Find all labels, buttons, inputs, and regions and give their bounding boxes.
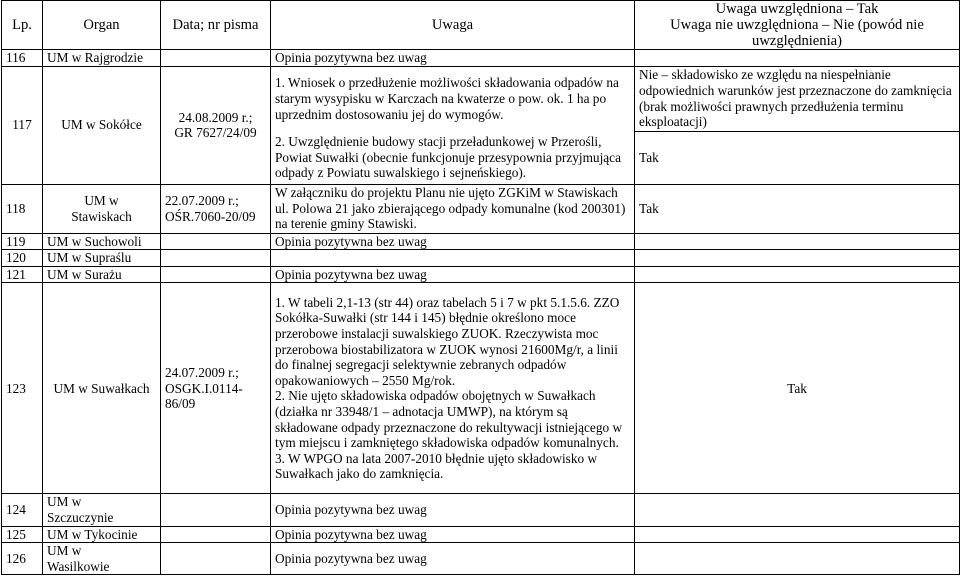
row-date <box>161 494 271 526</box>
row-status <box>635 494 960 526</box>
row-date <box>161 526 271 543</box>
row-lp: 118 <box>2 184 43 233</box>
row-status-2: Tak <box>635 131 960 184</box>
table-row <box>2 543 960 575</box>
row-status: Tak <box>635 283 960 494</box>
row-uwaga-1: 1. Wniosek o przedłużenie możliwości składowania odpadów na starym wysypisku w Karczach na kwaterze o pow. ok. 1 ha po uprzednim dostosowaniu jej do wymogów. <box>271 66 635 131</box>
table-row <box>2 494 960 526</box>
row-lp: 121 <box>2 266 43 283</box>
row-date: 22.07.2009 r.; OŚR.7060-20/09 <box>161 184 271 233</box>
row-lp: 120 <box>2 250 43 267</box>
row-lp: 117 <box>2 66 43 184</box>
row-organ: UM w Tykocinie <box>43 526 161 543</box>
header-organ: Organ <box>43 1 161 50</box>
table-row <box>2 50 960 67</box>
row-uwaga: W załączniku do projektu Planu nie ujęto ZGKiM w Stawiskach ul. Polowa 21 jako zbierającego odpady komunalne (kod 200301) na terenie gminy Stawiski. <box>271 184 635 233</box>
table-row <box>2 283 960 494</box>
row-lp: 119 <box>2 233 43 250</box>
row-uwaga: Opinia pozytywna bez uwag <box>271 526 635 543</box>
table-row <box>2 526 960 543</box>
row-organ: UM w Szczuczynie <box>43 494 161 526</box>
row-lp: 125 <box>2 526 43 543</box>
header-uwaga: Uwaga <box>271 1 635 50</box>
row-date <box>161 543 271 575</box>
row-uwaga: Opinia pozytywna bez uwag <box>271 543 635 575</box>
table-row <box>2 250 960 267</box>
row-uwaga <box>271 250 635 267</box>
table-row <box>2 266 960 283</box>
row-organ: UM w Rajgrodzie <box>43 50 161 67</box>
row-status <box>635 266 960 283</box>
row-organ: UM w Surażu <box>43 266 161 283</box>
table-row <box>2 66 960 131</box>
row-date: 24.07.2009 r.; OSGK.I.0114- 86/09 <box>161 283 271 494</box>
table-header-row <box>2 1 960 50</box>
row-status-1: Nie – składowisko ze względu na niespełnianie odpowiednich warunków jest przeznaczone do zamknięcia (brak możliwości prawnych przedłużenia terminu eksploatacji) <box>635 66 960 131</box>
header-date: Data; nr pisma <box>161 1 271 50</box>
row-date <box>161 233 271 250</box>
row-lp: 123 <box>2 283 43 494</box>
row-organ: UM w Wasilkowie <box>43 543 161 575</box>
row-status <box>635 543 960 575</box>
row-organ: UM w Sokółce <box>43 66 161 184</box>
row-date: 24.08.2009 r.; GR 7627/24/09 <box>161 66 271 184</box>
row-status <box>635 526 960 543</box>
table-row <box>2 184 960 233</box>
header-lp: Lp. <box>2 1 43 50</box>
row-lp: 116 <box>2 50 43 67</box>
row-status <box>635 50 960 67</box>
header-status: Uwaga uwzględniona – Tak Uwaga nie uwzględniona – Nie (powód nie uwzględnienia) <box>635 1 960 50</box>
row-date <box>161 266 271 283</box>
row-uwaga: Opinia pozytywna bez uwag <box>271 233 635 250</box>
row-organ: UM w Stawiskach <box>43 184 161 233</box>
row-status: Tak <box>635 184 960 233</box>
row-organ: UM w Supraślu <box>43 250 161 267</box>
row-lp: 124 <box>2 494 43 526</box>
row-organ: UM w Suwałkach <box>43 283 161 494</box>
row-date <box>161 50 271 67</box>
table-row <box>2 233 960 250</box>
row-uwaga-2: 2. Uwzględnienie budowy stacji przeładunkowej w Przerośli, Powiat Suwałki (obecnie funkcjonuje przesypownia przyjmująca odpady z Powiatu suwalskiego i sejneńskiego). <box>271 131 635 184</box>
row-status <box>635 250 960 267</box>
row-organ: UM w Suchowoli <box>43 233 161 250</box>
row-status <box>635 233 960 250</box>
row-uwaga: Opinia pozytywna bez uwag <box>271 50 635 67</box>
row-uwaga: Opinia pozytywna bez uwag <box>271 494 635 526</box>
row-uwaga: Opinia pozytywna bez uwag <box>271 266 635 283</box>
row-uwaga: 1. W tabeli 2,1-13 (str 44) oraz tabelach 5 i 7 w pkt 5.1.5.6. ZZO Sokółka-Suwałki (str 144 i 145) błędnie określono moce przerobowe instalacji suwalskiego ZUOK. Rzeczywista moc przerobowa biostabilizatora w ZUOK wynosi 21600Mg/r, a linii do finalnej segregacji selektywnie zebranych odpadów opakowaniowych – 2550 Mg/rok. 2. Nie ujęto składowiska odpadów obojętnych w Suwałkach (działka nr 33948/1 – adnotacja UMWP), na którym są składowane odpady przeznaczone do rekultywacji istniejącego w tym miejscu i zamkniętego składowiska odpadów komunalnych. 3. W WPGO na lata 2007-2010 błędnie ujęto składowisko w Suwałkach jako do zamknięcia. <box>271 283 635 494</box>
remarks-table <box>1 0 960 575</box>
row-date <box>161 250 271 267</box>
row-lp: 126 <box>2 543 43 575</box>
